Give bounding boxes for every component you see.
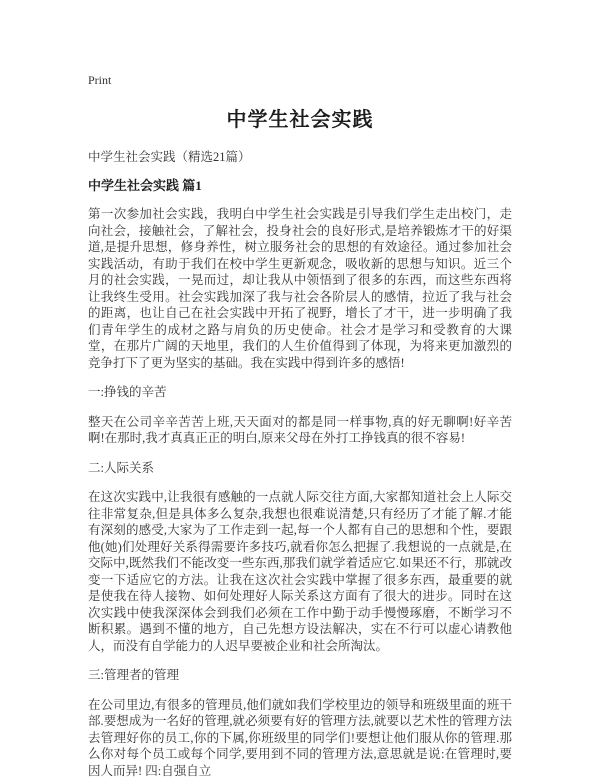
article-subheading-1: 一:挣钱的辛苦 bbox=[88, 384, 512, 401]
article-paragraph-earning-money: 整天在公司辛辛苦苦上班,天天面对的都是同一样事物,真的好无聊啊!好辛苦啊!在那时,我才真真正正的明白,原来父母在外打工挣钱真的很不容易! bbox=[88, 414, 512, 447]
article-heading: 中学生社会实践 篇1 bbox=[88, 177, 512, 194]
page-subtitle: 中学生社会实践（精选21篇） bbox=[88, 149, 512, 165]
article-subheading-3: 三:管理者的管理 bbox=[88, 667, 512, 684]
article-subheading-2: 二:人际关系 bbox=[88, 460, 512, 477]
article-paragraph-management: 在公司里边,有很多的管理员,他们就如我们学校里边的领导和班级里面的班干部.要想成为一名好的管理,就必须要有好的管理方法,就要以艺术性的管理方法去管理好你的员工,你的下属,你班级里的同学们!要想让他们服从你的管理.那么你对每个员工或每个同学,要用到不同的管理方法,意思就是说:在管理时,要因人而异! 四:自强自立 bbox=[88, 697, 512, 779]
print-button[interactable]: Print bbox=[88, 73, 111, 88]
page-title: 中学生社会实践 bbox=[88, 108, 512, 132]
article-paragraph-interpersonal: 在这次实践中,让我很有感触的一点就人际交往方面,大家都知道社会上人际交往非常复杂,但是具体多么复杂,我想也很难说清楚,只有经历了才能了解.才能有深刻的感受,大家为了工作走到一起,每一个人都有自己的思想和个性，要跟他(她)们处理好关系得需要许多技巧,就看你怎么把握了.我想说的一点就是,在交际中,既然我们不能改变一些东西,那我们就学着适应它.如果还不行，那就改变一下适应它的方法。让我在这次社会实践中掌握了很多东西，最重要的就是使我在待人接物、如何处理好人际关系这方面有了很大的进步。同时在这次实践中使我深深体会到我们必须在工作中勤于动手慢慢琢磨，不断学习不断积累。遇到不懂的地方，自己先想方设法解决，实在不行可以虚心请教他人，而没有自学能力的人迟早要被企业和社会所淘汰。 bbox=[88, 489, 512, 654]
article-paragraph-intro: 第一次参加社会实践，我明白中学生社会实践是引导我们学生走出校门，走向社会，接触社会，了解社会，投身社会的良好形式,是培养锻炼才干的好渠道,是提升思想，修身养性，树立服务社会的思想的有效途径。通过参加社会实践活动，有助于我们在校中学生更新观念，吸收新的思想与知识。近三个月的社会实践，一晃而过，却让我从中领悟到了很多的东西，而这些东西将让我终生受用。社会实践加深了我与社会各阶层人的感情，拉近了我与社会的距离，也让自己在社会实践中开拓了视野，增长了才干，进一步明确了我们青年学生的成材之路与肩负的历史使命。社会才是学习和受教育的大课堂，在那片广阔的天地里，我们的人生价值得到了体现，为将来更加激烈的竞争打下了更为坚实的基础。我在实践中得到许多的感悟! bbox=[88, 206, 512, 371]
